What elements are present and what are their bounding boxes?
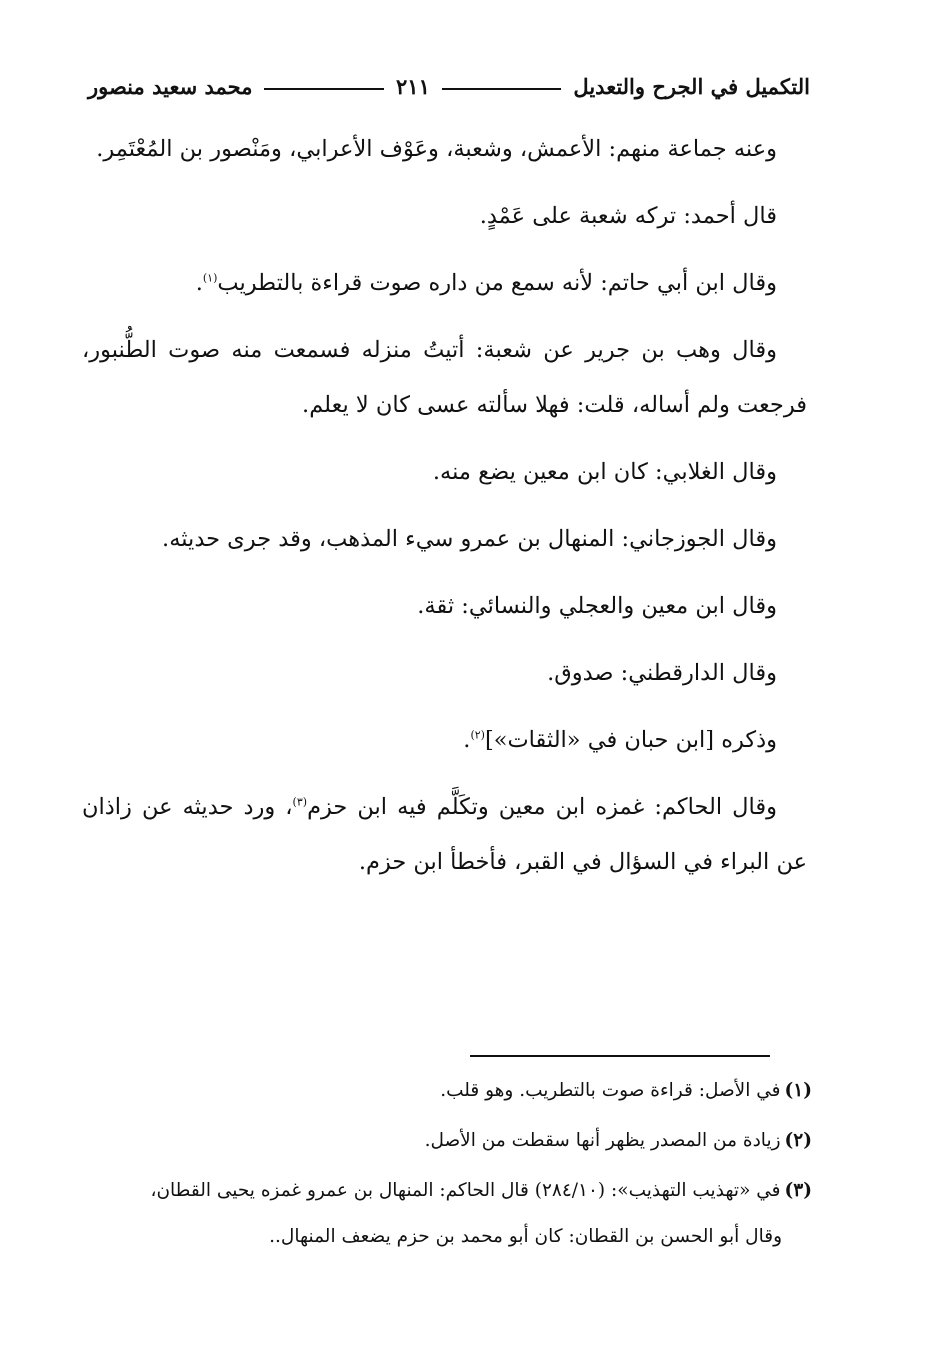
paragraph: وقال وهب بن جرير عن شعبة: أتيتُ منزله فسمعت منه صوت الطُّنبور، فرجعت ولم أساله، قلت: فهلا سألته عسى كان لا يعلم. — [82, 337, 807, 418]
running-header — [88, 62, 810, 110]
footnote-text-continued: وقال أبو الحسن بن القطان: كان أبو محمد بن حزم يضعف المنهال.. — [269, 1226, 782, 1247]
footnote-text: زيادة من المصدر يظهر أنها سقطت من الأصل. — [424, 1130, 781, 1151]
footnote-reference[interactable]: (١) — [202, 271, 218, 285]
header-rule-right — [442, 88, 562, 90]
footnote-number: (٢) — [784, 1130, 812, 1151]
paragraph: وذكره [ابن حبان في «الثقات»]$^{(٢)}$. — [463, 727, 777, 753]
paragraph: وعنه جماعة منهم: الأعمش، وشعبة، وعَوْف الأعرابي، ومَنْصور بن المُعْتَمِر. — [96, 136, 777, 162]
main-text — [82, 122, 807, 890]
footnote-text: في «تهذيب التهذيب»: (٢٨٤/١٠) قال الحاكم: المنهال بن عمرو غمزه يحيى القطان، — [150, 1180, 781, 1201]
header-rule-left — [264, 88, 384, 90]
footnotes — [82, 1068, 812, 1264]
paragraph: قال أحمد: تركه شعبة على عَمْدٍ. — [479, 203, 777, 229]
paragraph: وقال ابن أبي حاتم: لأنه سمع من داره صوت قراءة بالتطريب$^{(١)}$. — [195, 270, 777, 296]
footnote-item — [82, 1068, 812, 1114]
paragraph: وقال الجوزجاني: المنهال بن عمرو سيء المذهب، وقد جرى حديثه. — [162, 526, 777, 552]
footnote-item — [82, 1118, 812, 1164]
footnote-text: في الأصل: قراءة صوت بالتطريب. وهو قلب. — [440, 1080, 781, 1101]
paragraph: وقال ابن معين والعجلي والنسائي: ثقة. — [417, 593, 777, 619]
footnote-item — [82, 1168, 812, 1260]
paragraph: وقال الدارقطني: صدوق. — [547, 660, 777, 686]
paragraph: وقال الغلابي: كان ابن معين يضع منه. — [432, 459, 777, 485]
paragraph: وقال الحاكم: غمزه ابن معين وتكَلَّم فيه ابن حزم$^{(٣)}$، ورد حديثه عن زاذان عن البراء في السؤال في القبر، فأخطأ ابن حزم. — [82, 794, 807, 875]
author-name: محمد سعيد منصور — [87, 73, 253, 99]
page-number: ٢١١ — [396, 73, 430, 99]
footnote-number: (١) — [784, 1080, 812, 1101]
footnote-number: (٣) — [784, 1180, 812, 1201]
footnote-reference[interactable]: (٣) — [292, 795, 308, 809]
footnote-reference[interactable]: (٢) — [470, 728, 485, 742]
book-title: التكميل في الجرح والتعديل — [573, 73, 810, 99]
footnote-divider — [470, 1055, 770, 1057]
